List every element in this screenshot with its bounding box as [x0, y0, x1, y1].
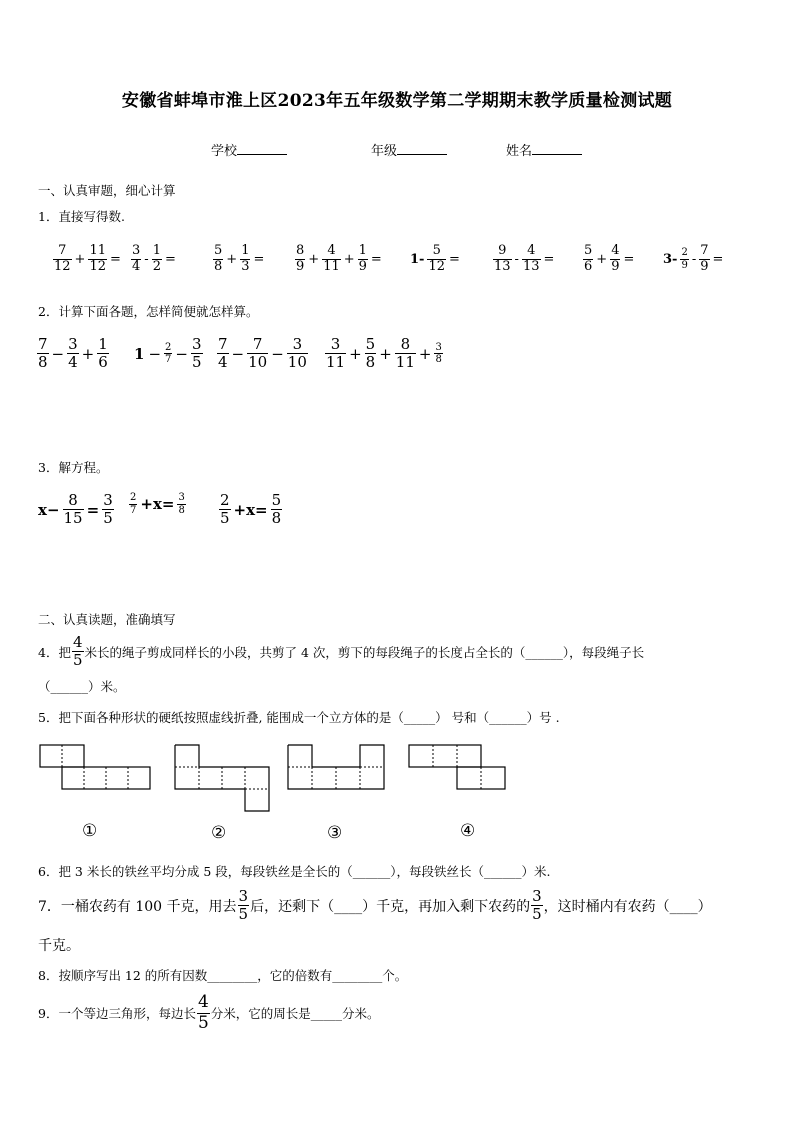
- question-2: 2．计算下面各题，怎样简便就怎样算。: [38, 304, 259, 319]
- q2-item-d: $\frac{3}{11}$ + $\frac{5}{8}$ + $\frac{8}{11}$ + $\frac{3}{8}$: [326, 335, 442, 372]
- question-4: 4．把 $\frac{4}{5}$ 米长的绳子剪成同样长的小段，共剪了 4 次，剪下的每段绳子的长度占全长的（______），每段绳子长: [38, 633, 645, 670]
- net-label-2: ②: [211, 823, 227, 843]
- page-title: 安徽省蚌埠市淮上区2023年五年级数学第二学期期末教学质量检测试题: [121, 91, 673, 111]
- q3-item-c: $\frac{2}{5}$ +x= $\frac{5}{8}$: [220, 491, 282, 528]
- question-4-line2: （______）米。: [38, 679, 126, 694]
- question-1: 1．直接写得数.: [38, 209, 125, 224]
- section-1-heading: 一、认真审题，细心计算: [38, 183, 176, 198]
- q3-item-a: x− $\frac{8}{15}$ = $\frac{3}{5}$: [38, 491, 113, 528]
- question-8: 8．按顺序写出 12 的所有因数________，它的倍数有________个。: [38, 968, 408, 983]
- q1-item-d: $\frac{8}{9}$ + $\frac{4}{11}$ + $\frac{1}{9}$ =: [296, 243, 382, 274]
- question-5: 5．把下面各种形状的硬纸按照虚线折叠, 能围成一个立方体的是（_____） 号和（______）号 .: [38, 710, 560, 725]
- question-7-line2: 千克。: [38, 938, 80, 954]
- q1-item-h: 3- $\frac{2}{9}$ - $\frac{7}{9}$ =: [663, 243, 724, 274]
- q1-item-c: $\frac{5}{8}$ + $\frac{1}{3}$ =: [214, 243, 265, 274]
- q1-item-b: $\frac{3}{4}$ - $\frac{1}{2}$ =: [132, 243, 176, 274]
- grade-field: 年级: [371, 140, 447, 159]
- q2-item-b: 1 − $\frac{2}{7}$ − $\frac{3}{5}$: [134, 335, 202, 372]
- section-2-heading: 二、认真读题，准确填写: [38, 612, 176, 627]
- net-label-3: ③: [327, 823, 343, 843]
- name-field: 姓名: [506, 140, 582, 159]
- question-6: 6．把 3 米长的铁丝平均分成 5 段，每段铁丝是全长的（______），每段铁丝长（______）米.: [38, 864, 551, 879]
- cube-net-1: [39, 744, 153, 790]
- q2-item-a: $\frac{7}{8}$ − $\frac{3}{4}$ + $\frac{1}{6}$: [38, 335, 108, 372]
- cube-net-3: [287, 744, 387, 790]
- cube-net-2: [174, 744, 272, 814]
- q1-item-f: $\frac{9}{13}$ - $\frac{4}{13}$ =: [494, 243, 555, 274]
- question-3: 3．解方程。: [38, 460, 109, 475]
- net-label-1: ①: [82, 821, 98, 841]
- question-9: 9．一个等边三角形，每边长 $\frac{4}{5}$ 分米，它的周长是_____分米。: [38, 992, 380, 1033]
- q1-item-e: 1- $\frac{5}{12}$ =: [410, 243, 460, 274]
- cube-net-4: [408, 744, 506, 790]
- net-label-4: ④: [460, 821, 476, 841]
- q3-item-b: $\frac{2}{7}$ +x= $\frac{3}{8}$: [130, 492, 185, 516]
- q2-item-c: $\frac{7}{4}$ − $\frac{7}{10}$ − $\frac{3}{10}$: [218, 335, 307, 372]
- school-field: 学校: [211, 140, 287, 159]
- question-7: 7．一桶农药有 100 千克，用去 $\frac{3}{5}$ 后，还剩下（____）千克，再加入剩下农药的 $\frac{3}{5}$ ，这时桶内有农药（____）: [38, 887, 712, 924]
- q1-item-g: $\frac{5}{6}$ + $\frac{4}{9}$ =: [584, 243, 635, 274]
- q1-item-a: $\frac{7}{12}$ + $\frac{11}{12}$ =: [54, 243, 121, 274]
